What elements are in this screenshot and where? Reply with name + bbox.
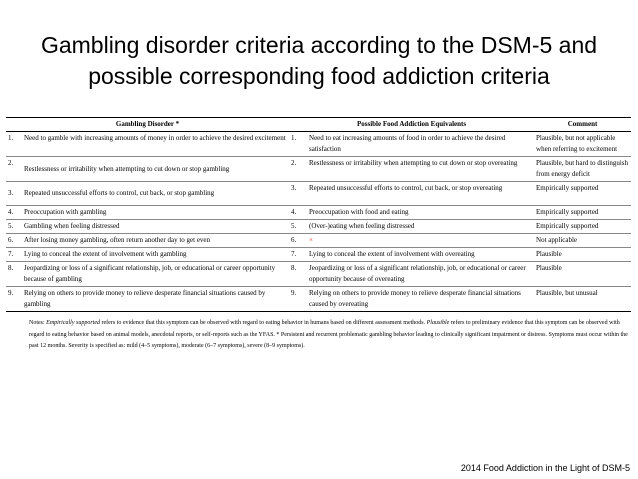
title-line-1: Gambling disorder criteria according to the DSM-5 and <box>40 32 598 58</box>
notes-term-empirically-supported: Empirically supported <box>46 320 100 326</box>
slide-title <box>0 30 638 92</box>
header-comment: Comment <box>534 118 631 132</box>
table-row <box>6 182 631 206</box>
slide-footer: 2014 Food Addiction in the Light of DSM-5 <box>460 463 630 473</box>
notes-text-1: refers to evidence that this symptom can be observed with regard to eating behavior in humans based on different assessment methods. <box>100 320 427 326</box>
table-row <box>6 132 631 157</box>
gambling-number: 7. <box>6 248 22 262</box>
table-row <box>6 234 631 248</box>
table-row <box>6 157 631 182</box>
not-applicable-x-mark: × <box>307 234 534 248</box>
gambling-criterion: Preoccupation with gambling <box>22 206 289 220</box>
notes-prefix: Notes: <box>29 320 47 326</box>
gambling-criterion: Restlessness or irritability when attempting to cut down or stop gambling <box>22 157 289 182</box>
comment-cell: Plausible <box>534 262 631 287</box>
comment-cell: Plausible, but unusual <box>534 287 631 312</box>
food-number: 6. <box>289 234 307 248</box>
food-criterion: Preoccupation with food and eating <box>307 206 534 220</box>
header-food-addiction-equivalents: Possible Food Addiction Equivalents <box>289 118 534 132</box>
notes-term-plausible: Plausible <box>426 320 450 326</box>
gambling-number: 6. <box>6 234 22 248</box>
comment-cell: Empirically supported <box>534 182 631 206</box>
food-criterion: Repeated unsuccessful efforts to control, cut back, or stop overeating <box>307 182 534 206</box>
gambling-number: 4. <box>6 206 22 220</box>
gambling-number: 3. <box>6 182 22 206</box>
table-row <box>6 206 631 220</box>
food-criterion: Restlessness or irritability when attempting to cut down or stop overeating <box>307 157 534 182</box>
food-number: 9. <box>289 287 307 312</box>
gambling-criterion: After losing money gambling, often return another day to get even <box>22 234 289 248</box>
table-row <box>6 287 631 312</box>
food-criterion: (Over-)eating when feeling distressed <box>307 220 534 234</box>
gambling-criterion: Jeopardizing or loss of a significant relationship, job, or educational or career opportunity because of gambling <box>22 262 289 287</box>
gambling-criterion: Gambling when feeling distressed <box>22 220 289 234</box>
comment-cell: Not applicable <box>534 234 631 248</box>
food-number: 2. <box>289 157 307 182</box>
gambling-criterion: Repeated unsuccessful efforts to control, cut back, or stop gambling <box>22 182 289 206</box>
food-number: 8. <box>289 262 307 287</box>
gambling-number: 9. <box>6 287 22 312</box>
gambling-number: 1. <box>6 132 22 157</box>
food-number: 1. <box>289 132 307 157</box>
gambling-criterion: Relying on others to provide money to relieve desperate financial situations caused by gambling <box>22 287 289 312</box>
comment-cell: Empirically supported <box>534 206 631 220</box>
gambling-criterion: Lying to conceal the extent of involvement with gambling <box>22 248 289 262</box>
gambling-number: 2. <box>6 157 22 182</box>
comment-cell: Plausible, but not applicable when referring to excitement <box>534 132 631 157</box>
table-row <box>6 220 631 234</box>
criteria-table <box>6 117 631 312</box>
food-criterion: Need to eat increasing amounts of food in order to achieve the desired satisfaction <box>307 132 534 157</box>
gambling-number: 8. <box>6 262 22 287</box>
table-notes <box>29 318 629 353</box>
comment-cell: Plausible, but hard to distinguish from energy deficit <box>534 157 631 182</box>
food-criterion: Relying on others to provide money to relieve desperate financial situations caused by overeating <box>307 287 534 312</box>
food-number: 4. <box>289 206 307 220</box>
gambling-number: 5. <box>6 220 22 234</box>
food-number: 5. <box>289 220 307 234</box>
food-criterion: Lying to conceal the extent of involvement with overeating <box>307 248 534 262</box>
table-row <box>6 248 631 262</box>
table-header-row <box>6 118 631 132</box>
title-line-2: possible corresponding food addiction criteria <box>88 63 550 89</box>
criteria-table-container <box>6 117 631 312</box>
food-criterion: Jeopardizing or loss of a significant relationship, job, or educational or career opportunity because of overeating <box>307 262 534 287</box>
food-number: 3. <box>289 182 307 206</box>
comment-cell: Plausible <box>534 248 631 262</box>
gambling-criterion: Need to gamble with increasing amounts of money in order to achieve the desired excitement <box>22 132 289 157</box>
food-number: 7. <box>289 248 307 262</box>
comment-cell: Empirically supported <box>534 220 631 234</box>
notes-text-2: refers to preliminary evidence that this symptom can be observed with regard to eating behavior based on animal models, anecdotal reports, or self-reports such as the YFAS. * Persistent and recurrent problematic gambling behavior leading to clinically significant impairment or distress. Symptoms must occur within the past 12 months. Severity is specified as: mild (4–5 symptoms), moderate (6–7 symptoms), severe (8–9 symptoms). <box>29 320 628 349</box>
table-row <box>6 262 631 287</box>
header-gambling-disorder: Gambling Disorder * <box>6 118 289 132</box>
